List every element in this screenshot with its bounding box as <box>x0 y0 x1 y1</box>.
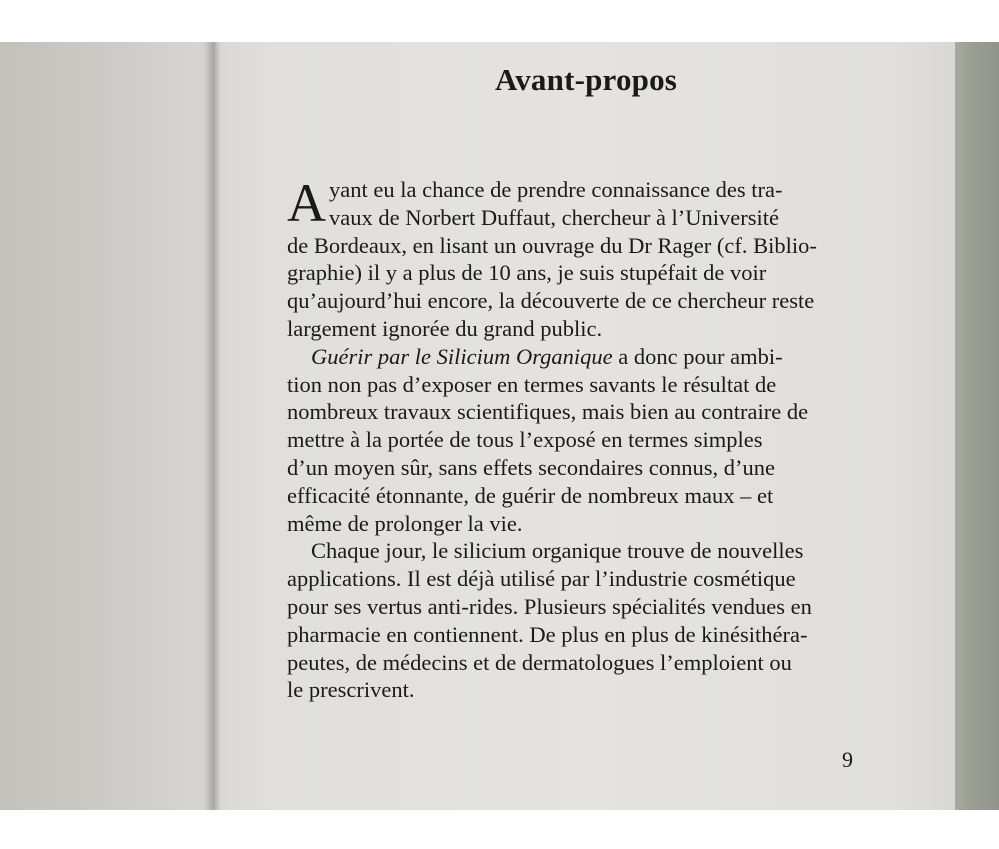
text-line: mettre à la portée de tous l’exposé en termes simples <box>287 427 763 453</box>
page-title: Avant-propos <box>494 62 678 97</box>
text-line: vaux de Norbert Duffaut, chercheur à l’Université <box>329 204 780 230</box>
paragraph-2 <box>287 343 847 538</box>
drop-cap: A <box>287 173 326 233</box>
book-photo <box>0 42 999 810</box>
text-line: d’un moyen sûr, sans effets secondaires connus, d’une <box>287 454 775 480</box>
page-number: 9 <box>842 747 853 772</box>
text-line: graphie) il y a plus de 10 ans, je suis stupéfait de voir <box>287 260 767 286</box>
text-line: efficacité étonnante, de guérir de nombreux maux – et <box>287 482 774 508</box>
paragraph-3 <box>287 537 847 704</box>
book-title: Guérir par le Silicium Organique <box>311 343 613 369</box>
page-body <box>287 173 847 704</box>
text-line <box>287 343 847 371</box>
text-line: qu’aujourd’hui encore, la découverte de ce chercheur reste <box>287 288 815 314</box>
text-line: applications. Il est déjà utilisé par l’industrie cosmétique <box>287 566 796 592</box>
text-line: de Bordeaux, en lisant un ouvrage du Dr Rager (cf. Biblio- <box>287 232 817 258</box>
book-gutter <box>205 42 221 810</box>
text-line: yant eu la chance de prendre connaissance des tra- <box>329 177 783 202</box>
background-edge <box>955 42 999 810</box>
text-line: pharmacie en contiennent. De plus en plus de kinésithéra- <box>287 621 808 647</box>
text-line: Chaque jour, le silicium organique trouve de nouvelles <box>311 538 804 564</box>
text-line: pour ses vertus anti-rides. Plusieurs spécialités vendues en <box>287 593 812 619</box>
paragraph-1 <box>287 173 847 343</box>
text-line: même de prolonger la vie. <box>287 510 523 536</box>
book-page <box>215 42 957 810</box>
text-line: le prescrivent. <box>287 677 415 703</box>
text-line: tion non pas d’exposer en termes savants le résultat de <box>287 371 777 397</box>
text-line-rest: a donc pour ambi- <box>612 343 783 369</box>
facing-page <box>0 42 215 810</box>
text-line: nombreux travaux scientifiques, mais bien au contraire de <box>287 399 809 425</box>
text-line: peutes, de médecins et de dermatologues l’emploient ou <box>287 649 792 675</box>
text-line: largement ignorée du grand public. <box>287 315 603 341</box>
